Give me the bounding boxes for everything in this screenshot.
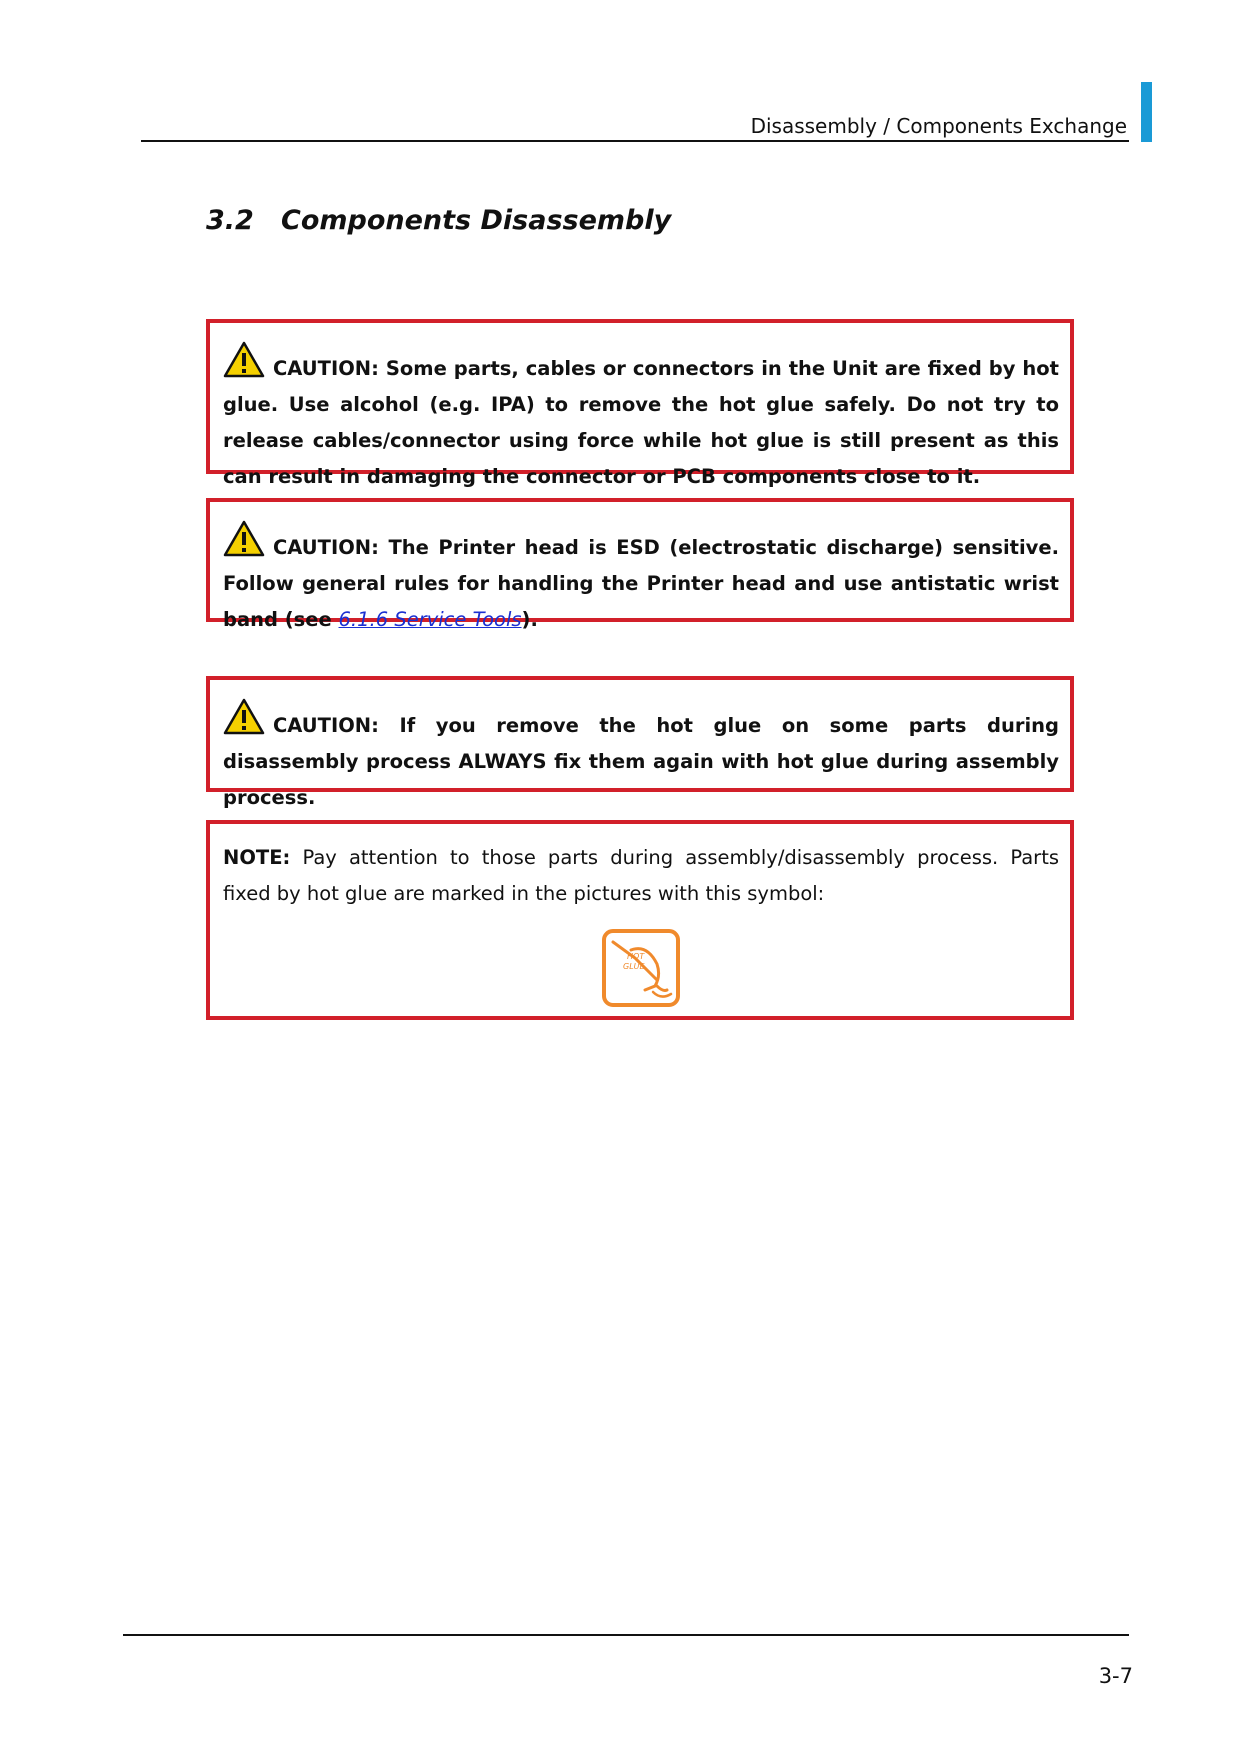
running-header: Disassembly / Components Exchange: [750, 114, 1127, 138]
caution-text-end: ).: [521, 608, 538, 631]
footer-rule: [123, 1634, 1129, 1636]
note-text: Pay attention to those parts during assembly/disassembly process. Parts fixed by hot glue are marked in the pictures with this symbol:: [223, 846, 1059, 905]
caution-text: CAUTION: The Printer head is ESD (electrostatic discharge) sensitive. Follow general rules for handling the Printer head and use antistatic wrist band (see: [223, 536, 1059, 631]
service-tools-link[interactable]: 6.1.6 Service Tools: [338, 608, 522, 631]
caution-text: CAUTION: Some parts, cables or connectors in the Unit are fixed by hot glue. Use alcohol (e.g. IPA) to remove the hot glue safely. Do not try to release cables/connector using force while hot glue is still present as this can result in damaging the connector or PCB components close to it.: [223, 357, 1059, 488]
section-number: 3.2: [206, 205, 254, 236]
warning-icon: [223, 341, 265, 379]
header-rule: [141, 140, 1129, 142]
caution-text: CAUTION: If you remove the hot glue on some parts during disassembly process ALWAYS fix them again with hot glue during assembly process.: [223, 714, 1059, 809]
warning-icon: [223, 698, 265, 736]
caution-paragraph: [223, 341, 1059, 495]
section-title: Components Disassembly: [281, 205, 672, 236]
header-accent-bar: [1141, 82, 1152, 142]
warning-icon: [223, 520, 265, 558]
note-box: [206, 820, 1074, 1020]
page-number: 3-7: [1098, 1664, 1133, 1688]
hot-glue-icon-label-2: GLUE: [623, 962, 645, 971]
hot-glue-icon: [601, 928, 681, 1008]
caution-paragraph: [223, 520, 1059, 638]
caution-box-reglue: [206, 676, 1074, 809]
caution-paragraph: [223, 698, 1059, 816]
section-heading: [206, 205, 671, 236]
hot-glue-icon-label-1: HOT: [627, 952, 645, 961]
note-label: NOTE:: [223, 846, 291, 869]
caution-box-hot-glue: [206, 319, 1074, 488]
caution-box-esd: [206, 498, 1074, 631]
note-paragraph: [223, 840, 1059, 912]
